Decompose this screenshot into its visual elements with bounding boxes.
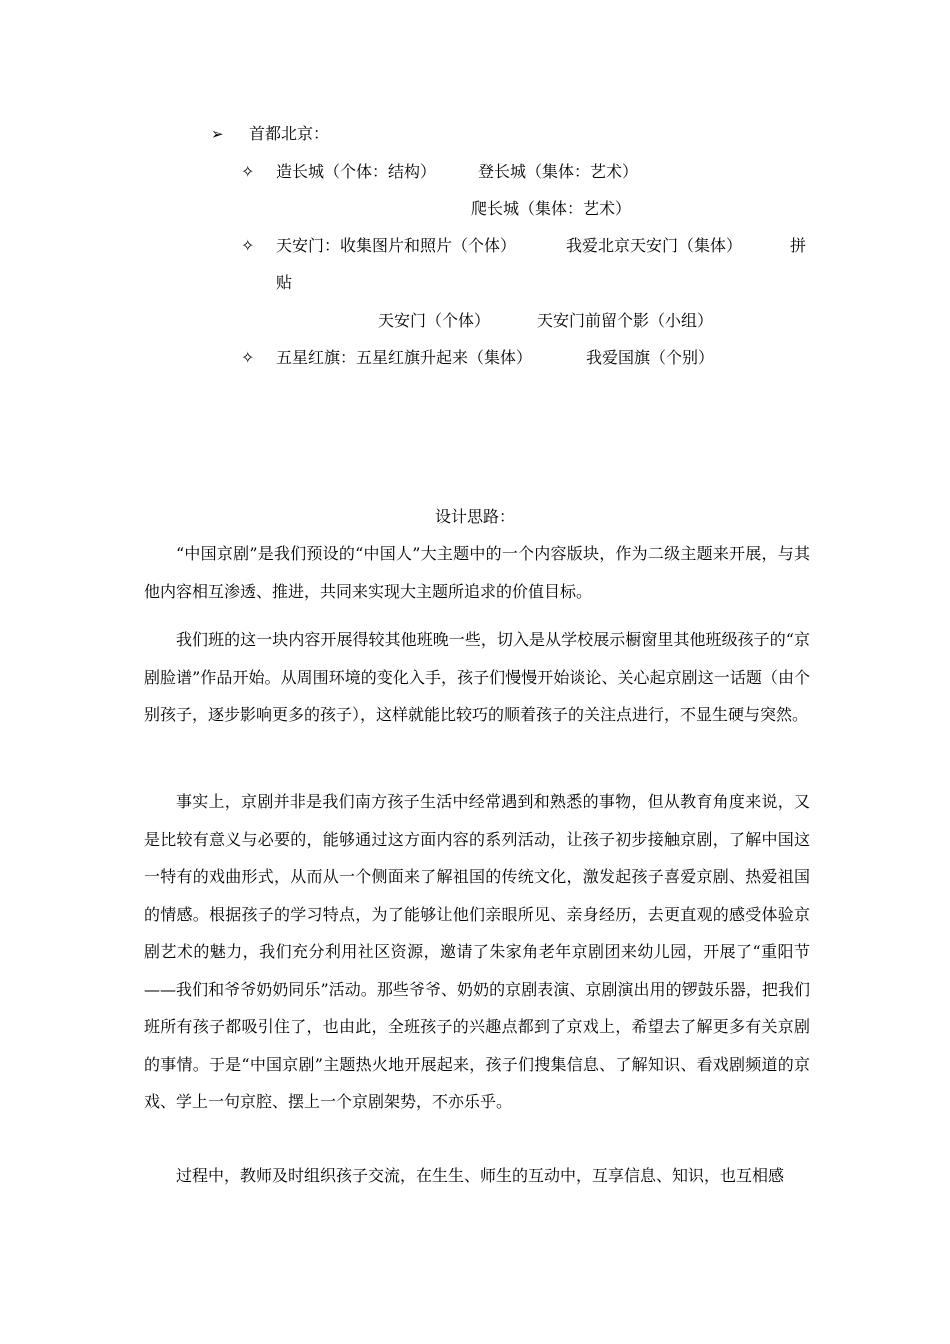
outline-item-text: 天安门：收集图片和照片（个体） [276,236,517,255]
outline-item-text: 拼 [790,236,807,255]
outline-item-text: 天安门（个体） [378,311,491,330]
outline-item-text: 天安门前留个影（小组） [537,311,714,330]
outline-item-text: 五星红旗：五星红旗升起来（集体） [276,348,533,367]
diamond-bullet-icon: ✧ [241,348,255,367]
diamond-bullet-icon: ✧ [241,162,255,181]
outline-item-text: 我爱国旗（个别） [586,348,715,367]
outline-item-text: 造长城（个体：结构） [276,162,437,181]
arrow-bullet-icon: ➢ [211,125,224,143]
section-title: 设计思路： [434,507,515,526]
paragraph: 过程中，教师及时组织孩子交流，在生生、师生的互动中，互享信息、知识，也互相感 [176,1166,785,1185]
outline-item-text: 爬长城（集体：艺术） [471,199,632,218]
outline-item-text: 登长城（集体：艺术） [478,162,639,181]
paragraph: 事实上，京剧并非是我们南方孩子生活中经常遇到和熟悉的事物，但从教育角度来说，又是比较有意义与必要的，能够通过这方面内容的系列活动，让孩子初步接触京剧，了解中国这一特有的戏曲形式，从而从一个侧面来了解祖国的传统文化，激发起孩子喜爱京剧、热爱祖国的情感。根据孩子的学习特点，为了能够让他们亲眼所见、亲身经历，去更直观的感受体验京剧艺术的魅力，我们充分利用社区资源，邀请了朱家角老年京剧团来幼儿园，开展了“重阳节——我们和爷爷奶奶同乐”活动。那些爷爷、奶奶的京剧表演、京剧演出用的锣鼓乐器，把我们班所有孩子都吸引住了，也由此，全班孩子的兴趣点都到了京戏上，希望去了解更多有关京剧的事情。于是“中国京剧”主题热火地开展起来，孩子们搜集信息、了解知识、看戏剧频道的京戏、学上一句京腔、摆上一个京剧架势，不亦乐乎。 [144,792,810,1111]
outline-item-text: 贴 [276,273,293,292]
paragraph: 我们班的这一块内容开展得较其他班晚一些，切入是从学校展示橱窗里其他班级孩子的“京剧脸谱”作品开始。从周围环境的变化入手，孩子们慢慢开始谈论、关心起京剧这一话题（由个别孩子，逐步影响更多的孩子），这样就能比较巧的顺着孩子的关注点进行，不显生硬与突然。 [144,630,810,724]
outline-item-text: 我爱北京天安门（集体） [566,236,743,255]
paragraph: “中国京剧”是我们预设的“中国人”大主题中的一个内容版块，作为二级主题来开展，与其他内容相互渗透、推进，共同来实现大主题所追求的价值目标。 [144,544,810,601]
outline-heading: 首都北京： [249,124,330,143]
diamond-bullet-icon: ✧ [241,236,255,255]
